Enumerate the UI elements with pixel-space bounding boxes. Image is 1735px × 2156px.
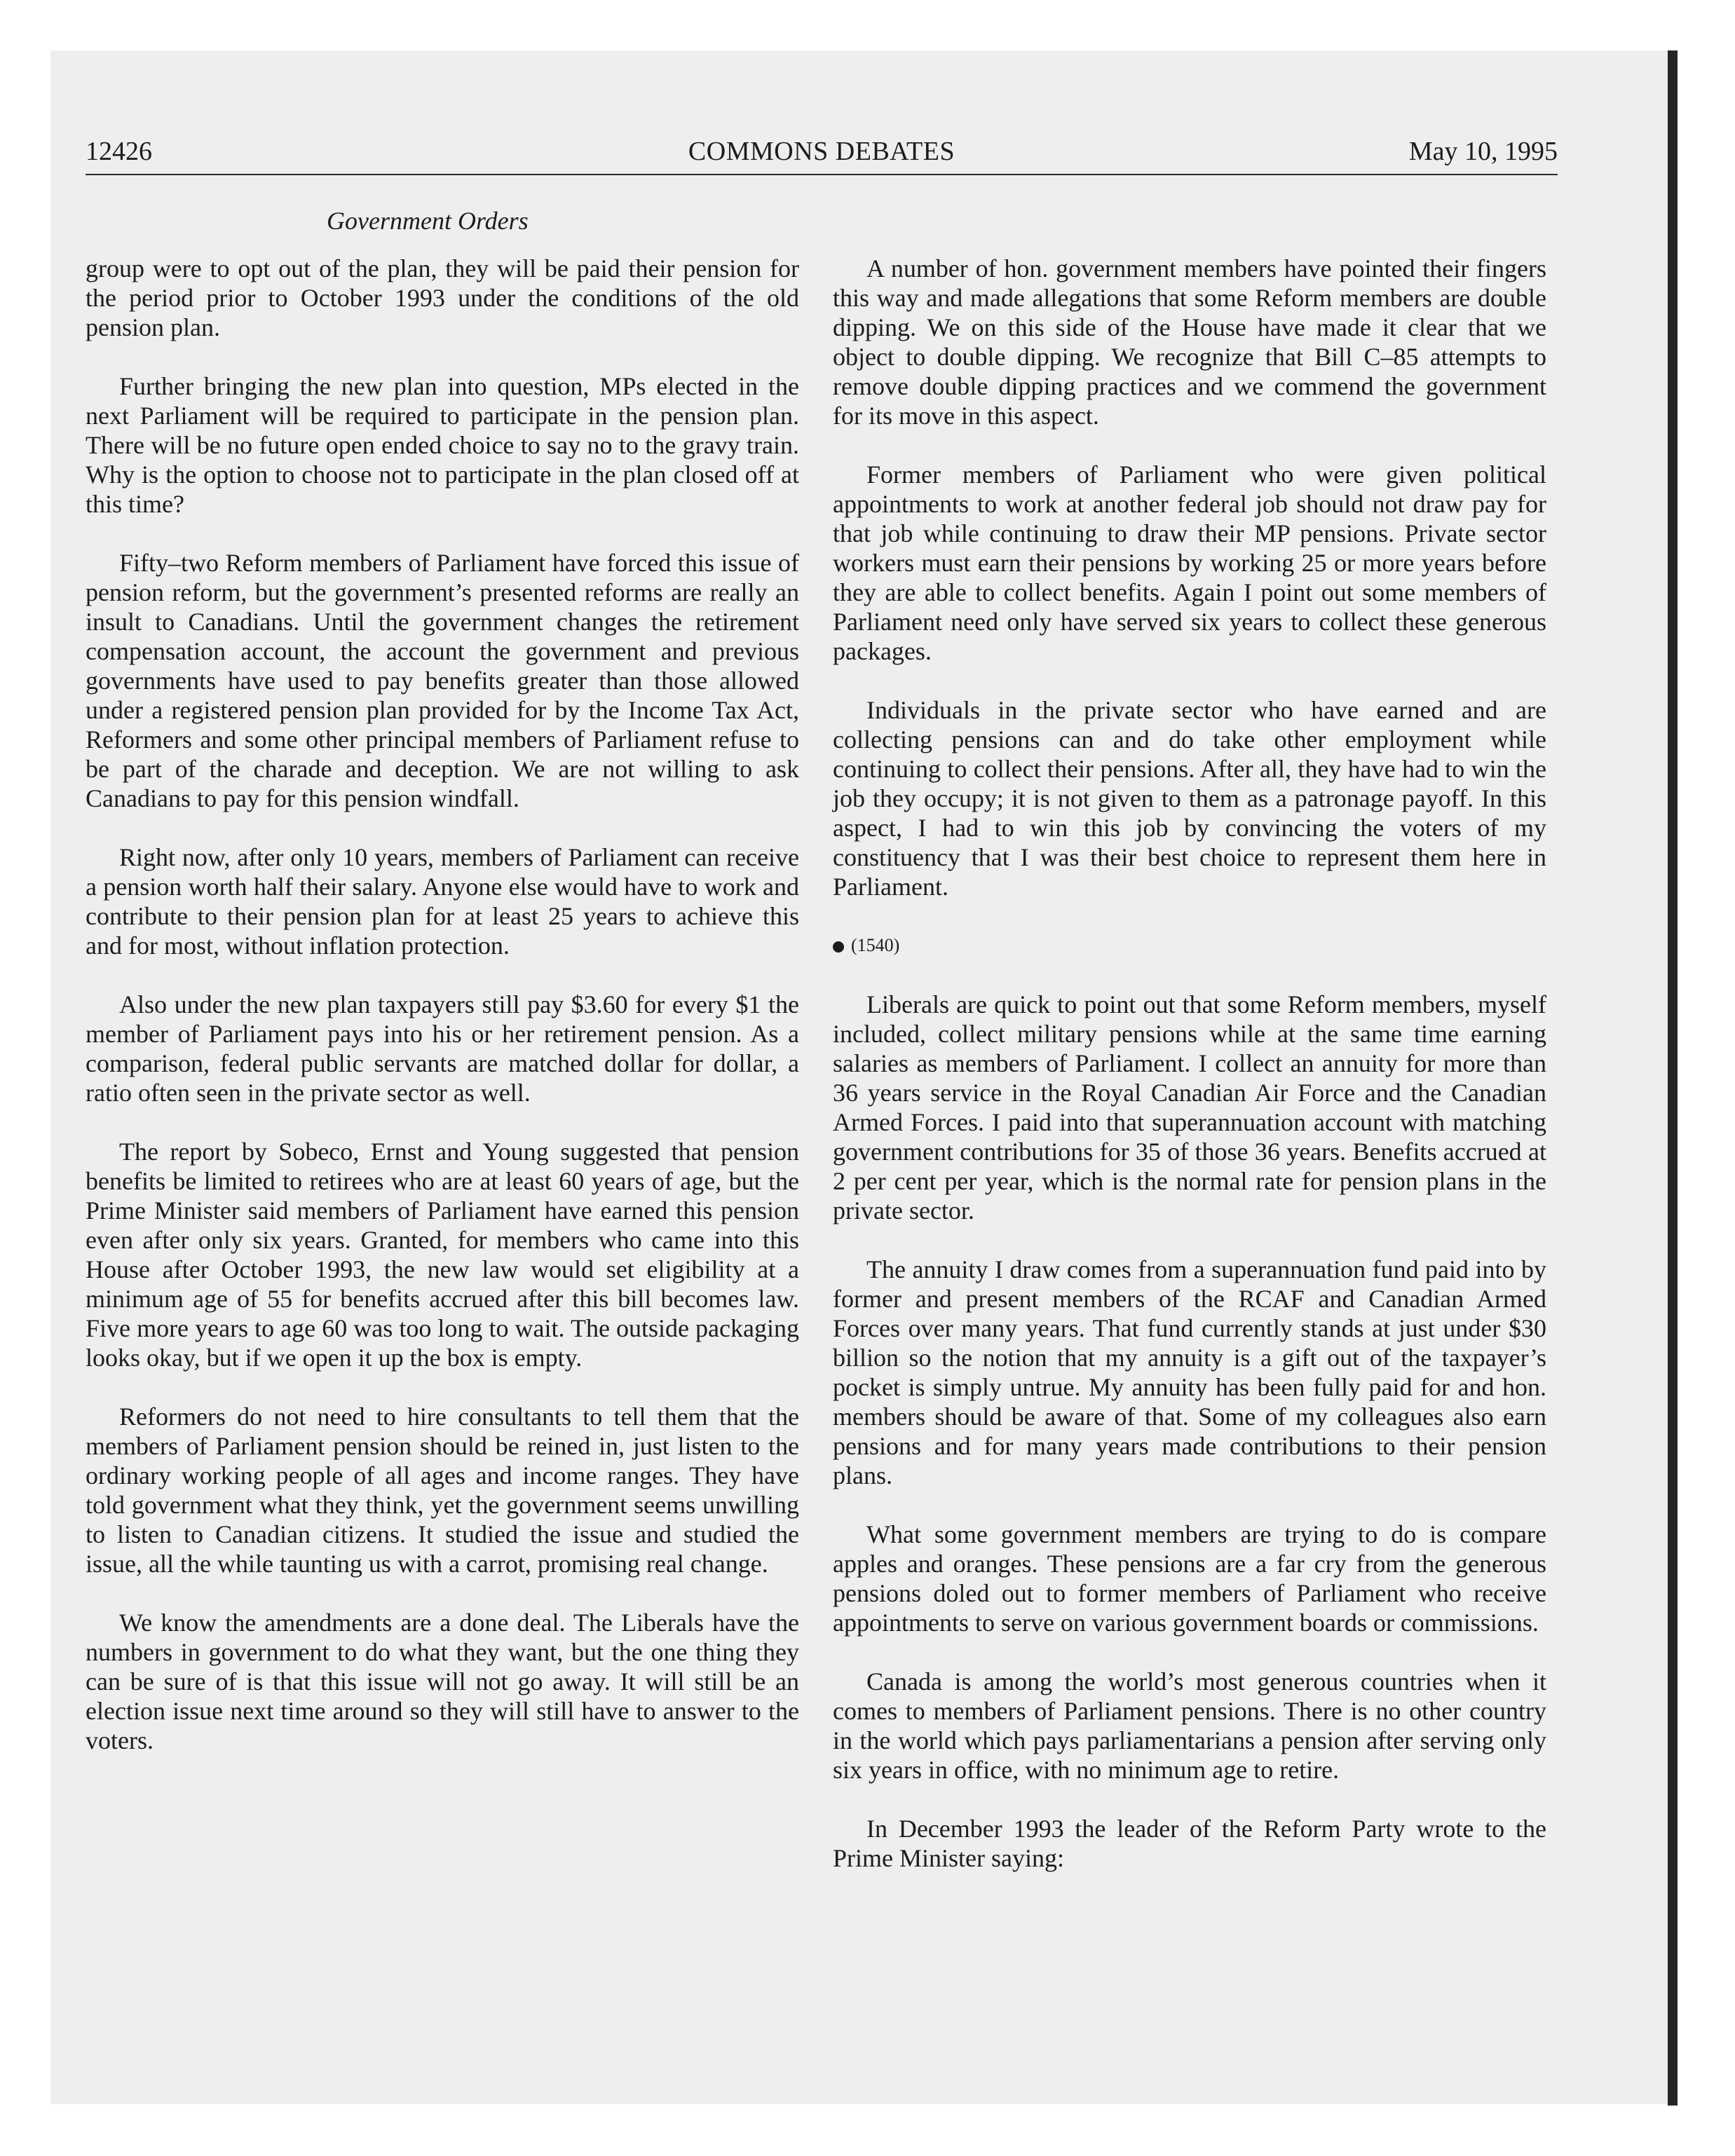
page-number: 12426	[86, 137, 152, 166]
paragraph: What some government members are trying to do is compare apples and oranges. These pensions are a far cry from the generous pensions doled out to former members of Parliament who receive appointments to serve on various government boards or commissions.	[833, 1520, 1546, 1637]
paragraph: Former members of Parliament who were given political appointments to work at another federal job should not draw pay for that job while continuing to draw their MP pensions. Private sector workers must earn their pensions by working 25 or more years before they are able to collect benefits. Again I point out some members of Parliament need only have served six years to collect these generous packages.	[833, 460, 1546, 665]
scan-edge	[1668, 50, 1678, 2106]
paragraph: Liberals are quick to point out that some Reform members, myself included, collect military pensions while at the same time earning salaries as members of Parliament. I collect an annuity for more than 36 years service in the Royal Canadian Air Force and the Canadian Armed Forces. I paid into that superannuation account with matching government contributions for 35 of those 36 years. Benefits accrued at 2 per cent per year, which is the normal rate for pension plans in the private sector.	[833, 990, 1546, 1224]
paragraph: Individuals in the private sector who have earned and are collecting pensions can and do take other employment while continuing to collect their pensions. After all, they have had to win the job they occupy; it is not given to them as a patronage payoff. In this aspect, I had to win this job by convincing the voters of my constituency that I was their best choice to represent them here in Parliament.	[833, 696, 1546, 901]
paragraph: Canada is among the world’s most generous countries when it comes to members of Parliament pensions. There is no other country in the world which pays parliamentarians a pension after serving only six years in office, with no minimum age to retire.	[833, 1667, 1546, 1784]
paragraph: Further bringing the new plan into question, MPs elected in the next Parliament will be required to participate in the pension plan. There will be no future open ended choice to say no to the gravy train. Why is the option to choose not to participate in the plan closed off at this time?	[86, 372, 799, 518]
bullet-icon	[833, 941, 844, 953]
right-column	[833, 254, 1546, 1902]
publication-title: COMMONS DEBATES	[688, 137, 955, 166]
header-rule	[86, 174, 1558, 175]
paragraph: group were to opt out of the plan, they will be paid their pension for the period prior to October 1993 under the conditions of the old pension plan.	[86, 254, 799, 341]
paragraph: The report by Sobeco, Ernst and Young suggested that pension benefits be limited to retirees who are at least 60 years of age, but the Prime Minister said members of Parliament have earned this pension even after only six years. Granted, for members who came into this House after October 1993, the new law would set eligibility at a minimum age of 55 for benefits accrued after this bill becomes law. Five more years to age 60 was too long to wait. The outside packaging looks okay, but if we open it up the box is empty.	[86, 1138, 799, 1372]
section-title: Government Orders	[327, 207, 529, 235]
paragraph: We know the amendments are a done deal. The Liberals have the numbers in government to do what they want, but the one thing they can be sure of is that this issue will not go away. It will still be an election issue next time around so they will still have to answer to the voters.	[86, 1609, 799, 1754]
time-stamp-text: (1540)	[851, 935, 900, 955]
time-stamp	[833, 931, 1546, 960]
paragraph: In December 1993 the leader of the Reform Party wrote to the Prime Minister saying:	[833, 1815, 1546, 1872]
paragraph: Right now, after only 10 years, members of Parliament can receive a pension worth half their salary. Anyone else would have to work and contribute to their pension plan for at least 25 years to achieve this and for most, without inflation protection.	[86, 843, 799, 960]
paragraph: A number of hon. government members have pointed their fingers this way and made allegations that some Reform members are double dipping. We on this side of the House have made it clear that we object to double dipping. We recognize that Bill C–85 attempts to remove double dipping practices and we commend the government for its move in this aspect.	[833, 254, 1546, 430]
paragraph: Fifty–two Reform members of Parliament have forced this issue of pension reform, but the government’s presented reforms are really an insult to Canadians. Until the government changes the retirement compensation account, the account the government and previous governments have used to pay benefits greater than those allowed under a registered pension plan provided for by the Income Tax Act, Reformers and some other principal members of Parliament refuse to be part of the charade and deception. We are not willing to ask Canadians to pay for this pension windfall.	[86, 549, 799, 812]
left-column	[86, 254, 799, 1785]
paragraph: The annuity I draw comes from a superannuation fund paid into by former and present members of the RCAF and Canadian Armed Forces over many years. That fund currently stands at just under $30 billion so the notion that my annuity is a gift out of the taxpayer’s pocket is simply untrue. My annuity has been fully paid for and hon. members should be aware of that. Some of my colleagues also earn pensions and for many years made contributions to their pension plans.	[833, 1255, 1546, 1489]
paragraph: Also under the new plan taxpayers still pay $3.60 for every $1 the member of Parliament pays into his or her retirement pension. As a comparison, federal public servants are matched dollar for dollar, a ratio often seen in the private sector as well.	[86, 990, 799, 1107]
header-date: May 10, 1995	[1408, 137, 1558, 166]
paragraph: Reformers do not need to hire consultants to tell them that the members of Parliament pension should be reined in, just listen to the ordinary working people of all ages and income ranges. They have told government what they think, yet the government seems unwilling to listen to Canadian citizens. It studied the issue and studied the issue, all the while taunting us with a carrot, promising real change.	[86, 1403, 799, 1578]
